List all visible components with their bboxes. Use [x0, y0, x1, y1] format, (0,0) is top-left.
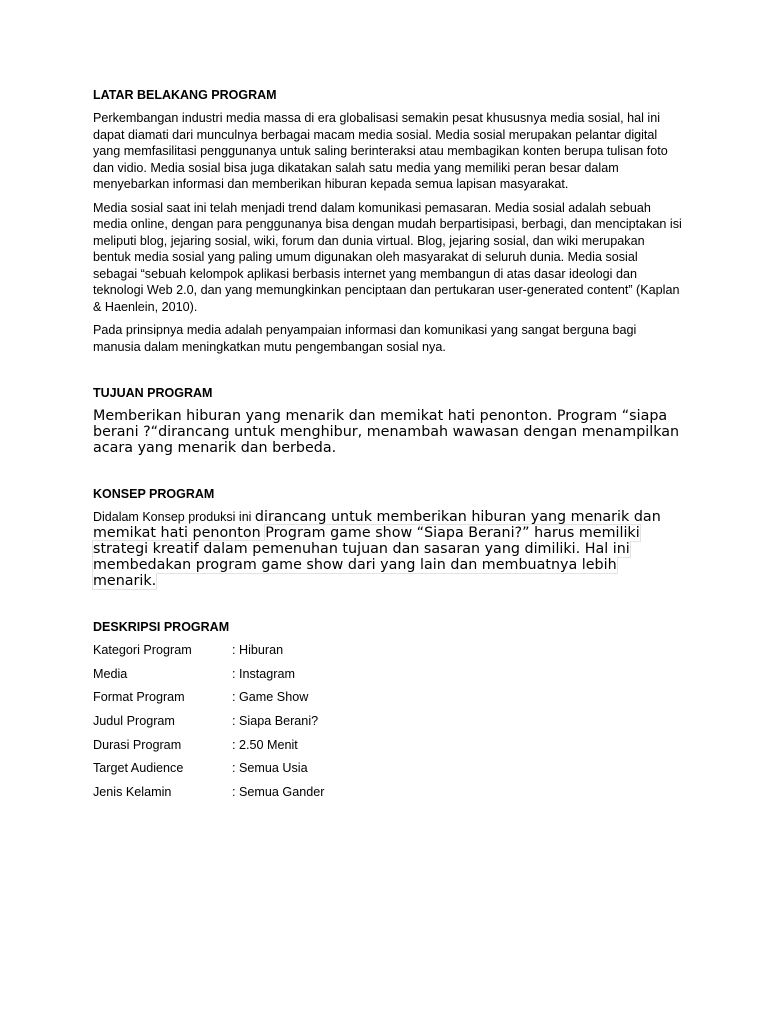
deskripsi-value: : Semua Gander	[232, 785, 325, 800]
deskripsi-value: : 2.50 Menit	[232, 737, 298, 752]
deskripsi-row	[93, 737, 683, 761]
deskripsi-label: Target Audience	[93, 761, 184, 776]
deskripsi-label: Durasi Program	[93, 737, 182, 752]
section-tujuan	[93, 385, 683, 456]
deskripsi-label: Judul Program	[93, 714, 175, 729]
section-latar-belakang	[93, 87, 683, 355]
heading-latar-belakang: LATAR BELAKANG PROGRAM	[93, 88, 277, 102]
paragraph: Media sosial saat ini telah menjadi trend dalam komunikasi pemasaran. Media sosial adalah sebuah media online, dengan para penggunanya bisa dengan mudah berpartisipasi, berbagi, dan menciptakan isi meliputi blog, jejaring sosial, wiki, forum dan dunia virtual. Blog, jejaring sosial, dan wiki merupakan bentuk media sosial yang paling umum digunakan oleh masyarakat di seluruh dunia. Media sosial sebagai “sebuah kelompok aplikasi berbasis internet yang membangun di atas dasar ideologi dan teknologi Web 2.0, dan yang memungkinkan penciptaan dan pertukaran user-generated content” (Kaplan & Haenlein, 2010).	[93, 200, 682, 314]
deskripsi-label: Media	[93, 666, 128, 681]
deskripsi-row	[93, 666, 683, 690]
paragraph: Perkembangan industri media massa di era globalisasi semakin pesat khususnya media sosial, hal ini dapat diamati dari munculnya berbagai macam media sosial. Media sosial merupakan pelantar digital yang memfasilitasi penggunanya untuk saling berinteraksi atau membagikan konten berupa tulisan foto dan vidio. Media sosial bisa juga dikatakan salah satu media yang memiliki peran besar dalam menyebarkan informasi dan memberikan hiburan kepada semua lapisan masyarakat.	[93, 111, 668, 191]
document-body	[93, 87, 683, 808]
deskripsi-value: : Game Show	[232, 690, 309, 705]
konsep-lead-text: Didalam Konsep produksi ini	[93, 510, 255, 524]
deskripsi-label: Format Program	[93, 690, 185, 705]
spacer	[93, 355, 683, 385]
deskripsi-label: Kategori Program	[93, 643, 192, 657]
deskripsi-row	[93, 760, 683, 784]
paragraph: Pada prinsipnya media adalah penyampaian informasi dan komunikasi yang sangat berguna bagi manusia dalam meningkatkan mutu pengembangan sosial nya.	[93, 323, 637, 354]
deskripsi-row	[93, 713, 683, 737]
paragraph: Memberikan hiburan yang menarik dan memikat hati penonton. Program “siapa berani ?“dirancang untuk menghibur, menambah wawasan dengan menampilkan acara yang menarik dan berbeda.	[93, 408, 680, 456]
paragraph	[93, 509, 683, 589]
deskripsi-value: : Semua Usia	[232, 761, 308, 776]
konsep-text-highlighted: Program game show “Siapa Berani?” harus memiliki strategi kreatif dalam pemenuhan tujuan dan sasaran yang dimiliki. Hal ini membedakan program game show dari yang lain dan membuatnya lebih menarik.	[93, 525, 640, 589]
spacer	[93, 589, 683, 619]
deskripsi-row	[93, 642, 683, 666]
deskripsi-row	[93, 689, 683, 713]
deskripsi-value: : Instagram	[232, 666, 295, 681]
spacer	[93, 456, 683, 486]
heading-konsep: KONSEP PROGRAM	[93, 487, 215, 501]
deskripsi-value: : Siapa Berani?	[232, 714, 319, 729]
konsep-text: dirancang untuk memberikan hiburan yang menarik dan memikat hati penonton	[93, 509, 661, 541]
deskripsi-value: : Hiburan	[232, 643, 284, 657]
deskripsi-label: Jenis Kelamin	[93, 785, 172, 800]
heading-tujuan: TUJUAN PROGRAM	[93, 386, 213, 400]
section-konsep	[93, 486, 683, 589]
heading-deskripsi: DESKRIPSI PROGRAM	[93, 620, 230, 634]
deskripsi-row	[93, 784, 683, 808]
section-deskripsi	[93, 619, 683, 808]
